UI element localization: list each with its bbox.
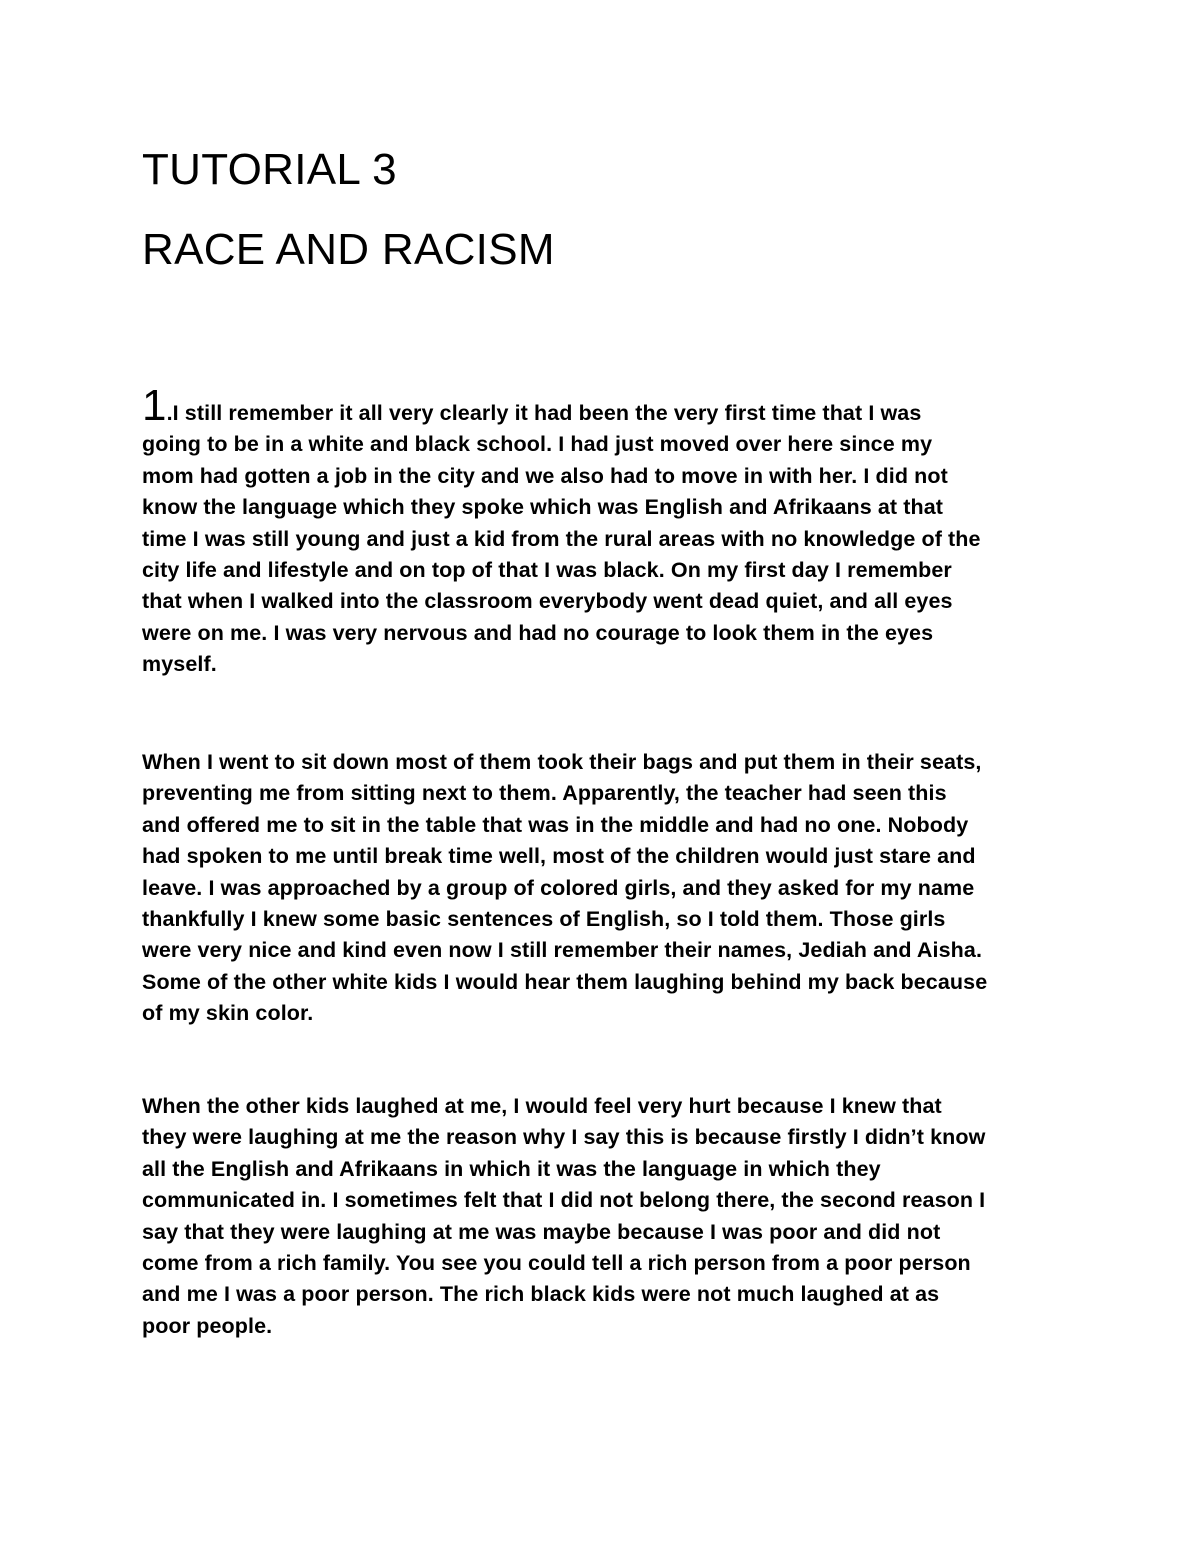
paragraph-line: mom had gotten a job in the city and we also had to move in with her. I did not (142, 463, 948, 488)
paragraph-number: 1 (142, 381, 167, 430)
paragraph-line: Some of the other white kids I would hear them laughing behind my back because (142, 969, 988, 994)
paragraph-1 (142, 381, 1062, 681)
paragraph-line: all the English and Afrikaans in which it was the language in which they (142, 1156, 881, 1181)
paragraph-line: When I went to sit down most of them took their bags and put them in their seats, (142, 750, 982, 774)
paragraph-line: had spoken to me until break time well, most of the children would just stare and (142, 844, 976, 869)
paragraph-line: of my skin color. (142, 1001, 314, 1026)
paragraph-line: were on me. I was very nervous and had no courage to look them in the eyes (142, 620, 934, 645)
paragraph-line: time I was still young and just a kid from the rural areas with no knowledge of the (142, 526, 981, 551)
paragraph-line: say that they were laughing at me was maybe because I was poor and did not (142, 1219, 941, 1244)
paragraph-line: thankfully I knew some basic sentences of English, so I told them. Those girls (142, 907, 946, 932)
paragraph-line: and offered me to sit in the table that was in the middle and had no one. Nobody (142, 812, 969, 837)
paragraph-line: that when I walked into the classroom everybody went dead quiet, and all eyes (142, 589, 953, 614)
paragraph-line: city life and lifestyle and on top of that I was black. On my first day I remember (142, 558, 952, 583)
paragraph-line: preventing me from sitting next to them. Apparently, the teacher had seen this (142, 781, 947, 806)
paragraph-line: myself. (142, 652, 217, 677)
paragraph-line: poor people. (142, 1313, 273, 1338)
paragraph-line: leave. I was approached by a group of colored girls, and they asked for my name (142, 875, 975, 900)
paragraph-number-suffix: . (166, 401, 173, 425)
document-title: TUTORIAL 3 (142, 145, 397, 194)
paragraph-line: know the language which they spoke which was English and Afrikaans at that (142, 495, 944, 520)
paragraph-3 (142, 1091, 1062, 1342)
paragraph-2 (142, 747, 1062, 1030)
paragraph-line: come from a rich family. You see you could tell a rich person from a poor person (142, 1251, 971, 1276)
paragraph-line-text: I still remember it all very clearly it had been the very first time that I was (172, 401, 922, 425)
paragraph-line: communicated in. I sometimes felt that I did not belong there, the second reason I (142, 1188, 986, 1213)
paragraph-line: were very nice and kind even now I still remember their names, Jediah and Aisha. (142, 938, 983, 963)
document-subtitle: RACE AND RACISM (142, 225, 555, 274)
paragraph-line: When the other kids laughed at me, I would feel very hurt because I knew that (142, 1094, 942, 1118)
paragraph-line: and me I was a poor person. The rich black kids were not much laughed at as (142, 1282, 940, 1307)
paragraph-line: they were laughing at me the reason why I say this is because firstly I didn’t know (142, 1125, 986, 1150)
paragraph-line (142, 381, 1062, 430)
paragraph-line: going to be in a white and black school. I had just moved over here since my (142, 432, 933, 457)
